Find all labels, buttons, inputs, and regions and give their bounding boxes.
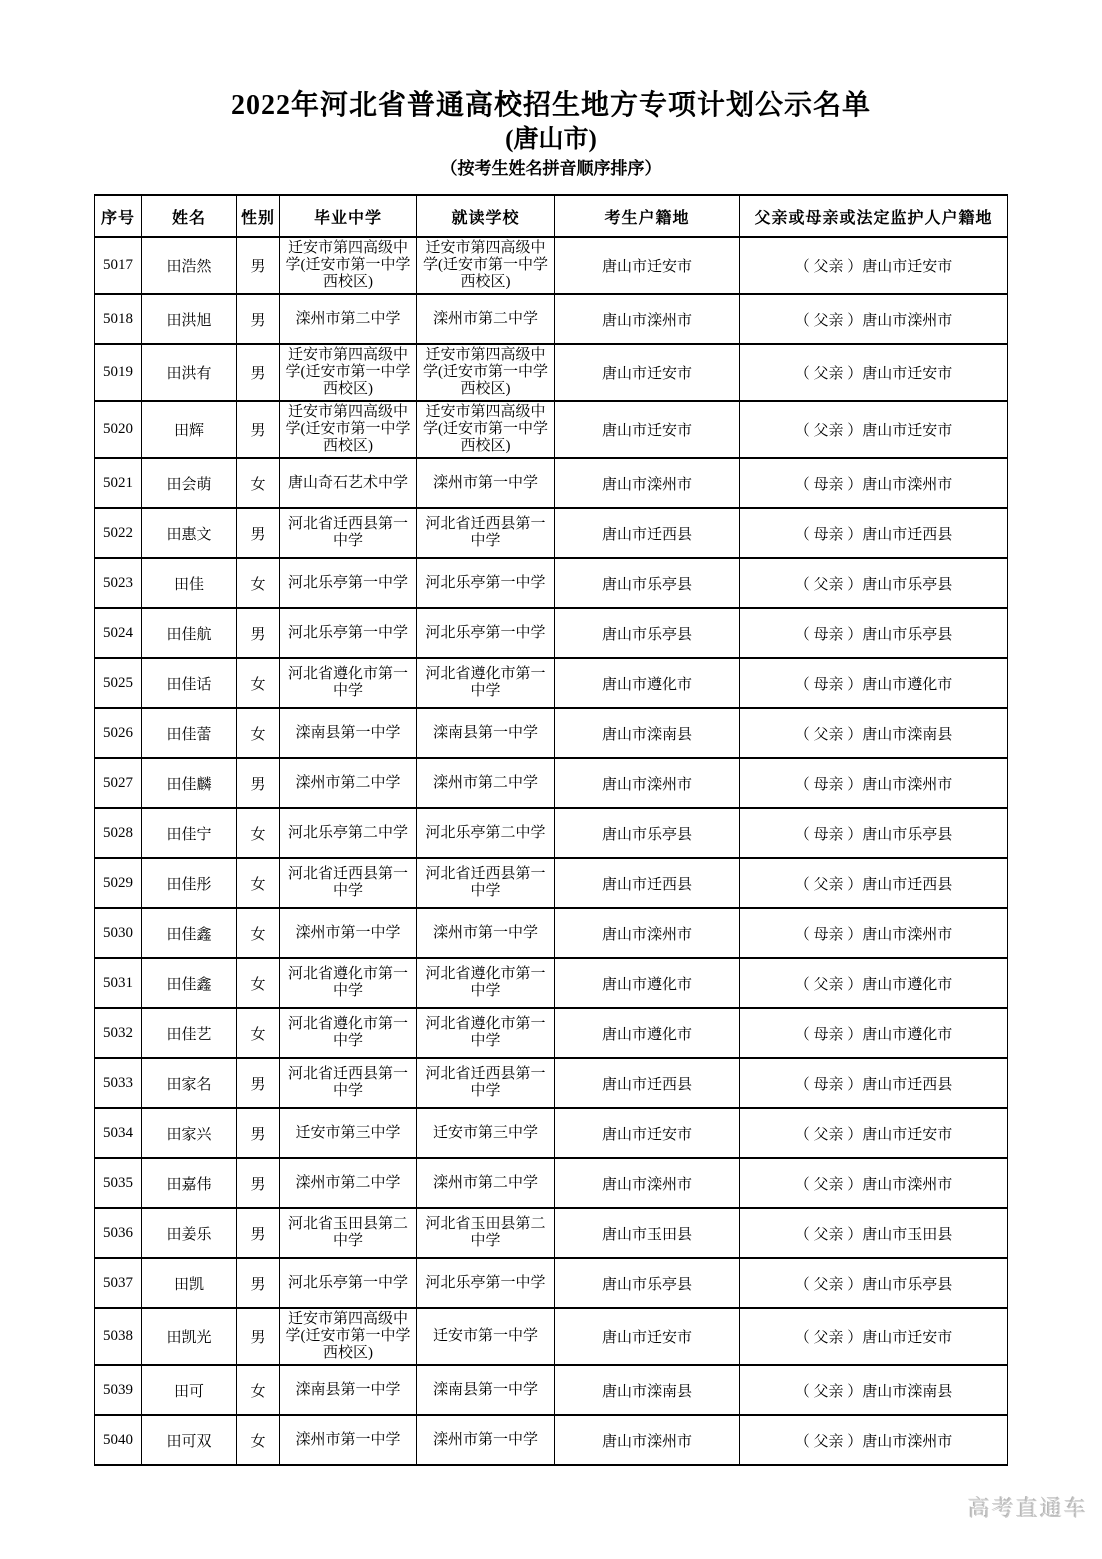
cell-residence: 唐山市迁安市 xyxy=(555,237,740,294)
cell-graduated-school: 迁安市第四高级中学(迁安市第一中学西校区) xyxy=(280,344,417,401)
cell-guardian-residence: （ 母亲 ）唐山市乐亭县 xyxy=(740,808,1008,858)
table-row xyxy=(95,1365,1008,1415)
cell-guardian-residence: （ 父亲 ）唐山市遵化市 xyxy=(740,958,1008,1008)
cell-gender: 男 xyxy=(237,237,280,294)
cell-residence: 唐山市滦州市 xyxy=(555,758,740,808)
cell-name: 田辉 xyxy=(142,401,237,458)
cell-attending-school: 滦州市第二中学 xyxy=(417,294,555,344)
cell-seq: 5030 xyxy=(95,908,142,958)
cell-guardian-residence: （ 母亲 ）唐山市乐亭县 xyxy=(740,608,1008,658)
table-row xyxy=(95,294,1008,344)
cell-name: 田佳宁 xyxy=(142,808,237,858)
cell-graduated-school: 滦州市第二中学 xyxy=(280,758,417,808)
cell-attending-school: 河北省玉田县第二中学 xyxy=(417,1208,555,1258)
cell-residence: 唐山市遵化市 xyxy=(555,958,740,1008)
cell-graduated-school: 河北省迁西县第一中学 xyxy=(280,508,417,558)
cell-name: 田惠文 xyxy=(142,508,237,558)
cell-name: 田嘉伟 xyxy=(142,1158,237,1208)
cell-graduated-school: 迁安市第三中学 xyxy=(280,1108,417,1158)
table-row xyxy=(95,1158,1008,1208)
cell-seq: 5018 xyxy=(95,294,142,344)
cell-attending-school: 河北乐亭第二中学 xyxy=(417,808,555,858)
cell-graduated-school: 河北乐亭第二中学 xyxy=(280,808,417,858)
cell-gender: 女 xyxy=(237,558,280,608)
cell-guardian-residence: （ 父亲 ）唐山市迁安市 xyxy=(740,237,1008,294)
table-row xyxy=(95,808,1008,858)
column-header-graduated-school: 毕业中学 xyxy=(280,195,417,237)
page-title: 2022年河北省普通高校招生地方专项计划公示名单 xyxy=(230,90,871,121)
cell-graduated-school: 河北省遵化市第一中学 xyxy=(280,958,417,1008)
cell-seq: 5034 xyxy=(95,1108,142,1158)
cell-residence: 唐山市滦州市 xyxy=(555,458,740,508)
cell-name: 田佳话 xyxy=(142,658,237,708)
cell-residence: 唐山市滦南县 xyxy=(555,708,740,758)
cell-gender: 男 xyxy=(237,344,280,401)
cell-seq: 5026 xyxy=(95,708,142,758)
cell-residence: 唐山市滦州市 xyxy=(555,1415,740,1465)
table-row xyxy=(95,608,1008,658)
cell-guardian-residence: （ 父亲 ）唐山市滦南县 xyxy=(740,708,1008,758)
cell-guardian-residence: （ 父亲 ）唐山市玉田县 xyxy=(740,1208,1008,1258)
cell-residence: 唐山市滦州市 xyxy=(555,294,740,344)
cell-attending-school: 滦州市第一中学 xyxy=(417,908,555,958)
cell-guardian-residence: （ 父亲 ）唐山市乐亭县 xyxy=(740,1258,1008,1308)
table-row xyxy=(95,558,1008,608)
cell-attending-school: 迁安市第四高级中学(迁安市第一中学西校区) xyxy=(417,237,555,294)
cell-seq: 5019 xyxy=(95,344,142,401)
cell-graduated-school: 迁安市第四高级中学(迁安市第一中学西校区) xyxy=(280,1308,417,1365)
cell-name: 田姜乐 xyxy=(142,1208,237,1258)
cell-attending-school: 河北省迁西县第一中学 xyxy=(417,1058,555,1108)
cell-graduated-school: 滦州市第二中学 xyxy=(280,294,417,344)
cell-guardian-residence: （ 父亲 ）唐山市滦南县 xyxy=(740,1365,1008,1415)
cell-seq: 5040 xyxy=(95,1415,142,1465)
table-row xyxy=(95,1108,1008,1158)
cell-graduated-school: 河北省遵化市第一中学 xyxy=(280,658,417,708)
cell-guardian-residence: （ 母亲 ）唐山市滦州市 xyxy=(740,458,1008,508)
cell-graduated-school: 滦南县第一中学 xyxy=(280,708,417,758)
cell-attending-school: 滦南县第一中学 xyxy=(417,1365,555,1415)
cell-guardian-residence: （ 母亲 ）唐山市迁西县 xyxy=(740,1058,1008,1108)
table-row xyxy=(95,1008,1008,1058)
cell-gender: 男 xyxy=(237,1058,280,1108)
cell-residence: 唐山市乐亭县 xyxy=(555,1258,740,1308)
cell-graduated-school: 河北省遵化市第一中学 xyxy=(280,1008,417,1058)
table-row xyxy=(95,858,1008,908)
cell-guardian-residence: （ 父亲 ）唐山市迁安市 xyxy=(740,1308,1008,1365)
cell-attending-school: 迁安市第四高级中学(迁安市第一中学西校区) xyxy=(417,401,555,458)
header-row xyxy=(95,195,1008,237)
column-header-guardian-residence: 父亲或母亲或法定监护人户籍地 xyxy=(740,195,1008,237)
cell-guardian-residence: （ 父亲 ）唐山市迁安市 xyxy=(740,1108,1008,1158)
cell-name: 田佳航 xyxy=(142,608,237,658)
cell-name: 田可双 xyxy=(142,1415,237,1465)
cell-guardian-residence: （ 母亲 ）唐山市遵化市 xyxy=(740,658,1008,708)
page-subtitle-sort-note: （按考生姓名拼音顺序排序） xyxy=(440,159,662,178)
cell-gender: 男 xyxy=(237,758,280,808)
cell-seq: 5017 xyxy=(95,237,142,294)
cell-residence: 唐山市迁西县 xyxy=(555,1058,740,1108)
cell-attending-school: 滦州市第二中学 xyxy=(417,758,555,808)
cell-graduated-school: 河北省迁西县第一中学 xyxy=(280,858,417,908)
cell-gender: 女 xyxy=(237,858,280,908)
cell-residence: 唐山市滦州市 xyxy=(555,908,740,958)
table-row xyxy=(95,658,1008,708)
cell-name: 田佳 xyxy=(142,558,237,608)
cell-gender: 女 xyxy=(237,808,280,858)
cell-residence: 唐山市遵化市 xyxy=(555,658,740,708)
cell-seq: 5021 xyxy=(95,458,142,508)
cell-attending-school: 滦州市第二中学 xyxy=(417,1158,555,1208)
cell-seq: 5038 xyxy=(95,1308,142,1365)
cell-residence: 唐山市滦州市 xyxy=(555,1158,740,1208)
cell-name: 田凯光 xyxy=(142,1308,237,1365)
cell-name: 田佳彤 xyxy=(142,858,237,908)
cell-gender: 女 xyxy=(237,1365,280,1415)
column-header-attending-school: 就读学校 xyxy=(417,195,555,237)
cell-name: 田家名 xyxy=(142,1058,237,1108)
cell-guardian-residence: （ 父亲 ）唐山市迁安市 xyxy=(740,401,1008,458)
cell-gender: 男 xyxy=(237,508,280,558)
cell-graduated-school: 滦州市第一中学 xyxy=(280,908,417,958)
cell-gender: 男 xyxy=(237,608,280,658)
cell-attending-school: 迁安市第四高级中学(迁安市第一中学西校区) xyxy=(417,344,555,401)
column-header-name: 姓名 xyxy=(142,195,237,237)
table-row xyxy=(95,1415,1008,1465)
cell-attending-school: 河北省迁西县第一中学 xyxy=(417,858,555,908)
cell-attending-school: 滦南县第一中学 xyxy=(417,708,555,758)
table-row xyxy=(95,237,1008,294)
cell-gender: 男 xyxy=(237,1108,280,1158)
cell-attending-school: 河北省遵化市第一中学 xyxy=(417,658,555,708)
cell-graduated-school: 唐山奇石艺术中学 xyxy=(280,458,417,508)
cell-gender: 女 xyxy=(237,708,280,758)
cell-residence: 唐山市迁安市 xyxy=(555,1308,740,1365)
cell-gender: 男 xyxy=(237,1158,280,1208)
cell-graduated-school: 河北乐亭第一中学 xyxy=(280,608,417,658)
table-row xyxy=(95,908,1008,958)
cell-name: 田佳麟 xyxy=(142,758,237,808)
table-row xyxy=(95,458,1008,508)
cell-attending-school: 河北乐亭第一中学 xyxy=(417,608,555,658)
cell-guardian-residence: （ 母亲 ）唐山市遵化市 xyxy=(740,1008,1008,1058)
cell-attending-school: 迁安市第一中学 xyxy=(417,1308,555,1365)
cell-gender: 女 xyxy=(237,958,280,1008)
roster-table-body xyxy=(95,237,1008,1465)
table-row xyxy=(95,1208,1008,1258)
cell-gender: 男 xyxy=(237,1258,280,1308)
cell-graduated-school: 滦南县第一中学 xyxy=(280,1365,417,1415)
cell-gender: 男 xyxy=(237,401,280,458)
cell-residence: 唐山市乐亭县 xyxy=(555,608,740,658)
cell-guardian-residence: （ 父亲 ）唐山市滦州市 xyxy=(740,1415,1008,1465)
cell-attending-school: 滦州市第一中学 xyxy=(417,458,555,508)
cell-guardian-residence: （ 父亲 ）唐山市乐亭县 xyxy=(740,558,1008,608)
cell-residence: 唐山市迁安市 xyxy=(555,344,740,401)
cell-attending-school: 河北省迁西县第一中学 xyxy=(417,508,555,558)
cell-graduated-school: 河北乐亭第一中学 xyxy=(280,558,417,608)
table-row xyxy=(95,401,1008,458)
column-header-residence: 考生户籍地 xyxy=(555,195,740,237)
cell-graduated-school: 滦州市第一中学 xyxy=(280,1415,417,1465)
cell-name: 田家兴 xyxy=(142,1108,237,1158)
cell-guardian-residence: （ 父亲 ）唐山市滦州市 xyxy=(740,1158,1008,1208)
cell-attending-school: 迁安市第三中学 xyxy=(417,1108,555,1158)
cell-seq: 5032 xyxy=(95,1008,142,1058)
cell-gender: 男 xyxy=(237,294,280,344)
cell-seq: 5023 xyxy=(95,558,142,608)
cell-seq: 5031 xyxy=(95,958,142,1008)
cell-seq: 5024 xyxy=(95,608,142,658)
cell-residence: 唐山市滦南县 xyxy=(555,1365,740,1415)
cell-graduated-school: 河北乐亭第一中学 xyxy=(280,1258,417,1308)
cell-name: 田浩然 xyxy=(142,237,237,294)
roster-table xyxy=(94,194,1008,1466)
cell-name: 田佳鑫 xyxy=(142,958,237,1008)
document-title-block xyxy=(0,88,1102,182)
cell-gender: 女 xyxy=(237,658,280,708)
cell-residence: 唐山市迁安市 xyxy=(555,1108,740,1158)
cell-guardian-residence: （ 母亲 ）唐山市迁西县 xyxy=(740,508,1008,558)
cell-gender: 女 xyxy=(237,458,280,508)
cell-residence: 唐山市乐亭县 xyxy=(555,558,740,608)
watermark-text: 高考直通车 xyxy=(967,1496,1088,1521)
cell-name: 田会萌 xyxy=(142,458,237,508)
cell-residence: 唐山市迁安市 xyxy=(555,401,740,458)
roster-table-header xyxy=(95,195,1008,237)
cell-seq: 5020 xyxy=(95,401,142,458)
cell-residence: 唐山市迁西县 xyxy=(555,858,740,908)
cell-seq: 5025 xyxy=(95,658,142,708)
cell-graduated-school: 迁安市第四高级中学(迁安市第一中学西校区) xyxy=(280,237,417,294)
cell-name: 田洪有 xyxy=(142,344,237,401)
table-row xyxy=(95,1308,1008,1365)
cell-guardian-residence: （ 父亲 ）唐山市迁安市 xyxy=(740,344,1008,401)
cell-gender: 女 xyxy=(237,1415,280,1465)
table-row xyxy=(95,1258,1008,1308)
table-row xyxy=(95,344,1008,401)
page-subtitle-city: (唐山市) xyxy=(505,126,597,153)
table-row xyxy=(95,1058,1008,1108)
cell-gender: 女 xyxy=(237,908,280,958)
cell-seq: 5033 xyxy=(95,1058,142,1108)
cell-name: 田佳蕾 xyxy=(142,708,237,758)
cell-graduated-school: 河北省迁西县第一中学 xyxy=(280,1058,417,1108)
cell-guardian-residence: （ 父亲 ）唐山市滦州市 xyxy=(740,294,1008,344)
cell-attending-school: 河北乐亭第一中学 xyxy=(417,1258,555,1308)
cell-name: 田佳艺 xyxy=(142,1008,237,1058)
cell-seq: 5022 xyxy=(95,508,142,558)
cell-residence: 唐山市迁西县 xyxy=(555,508,740,558)
table-row xyxy=(95,758,1008,808)
cell-gender: 男 xyxy=(237,1208,280,1258)
cell-graduated-school: 滦州市第二中学 xyxy=(280,1158,417,1208)
cell-seq: 5027 xyxy=(95,758,142,808)
cell-attending-school: 河北省遵化市第一中学 xyxy=(417,1008,555,1058)
cell-name: 田洪旭 xyxy=(142,294,237,344)
cell-guardian-residence: （ 父亲 ）唐山市迁西县 xyxy=(740,858,1008,908)
cell-graduated-school: 河北省玉田县第二中学 xyxy=(280,1208,417,1258)
cell-name: 田可 xyxy=(142,1365,237,1415)
cell-seq: 5028 xyxy=(95,808,142,858)
table-row xyxy=(95,708,1008,758)
cell-gender: 女 xyxy=(237,1008,280,1058)
cell-attending-school: 河北省遵化市第一中学 xyxy=(417,958,555,1008)
cell-attending-school: 河北乐亭第一中学 xyxy=(417,558,555,608)
cell-seq: 5039 xyxy=(95,1365,142,1415)
cell-seq: 5036 xyxy=(95,1208,142,1258)
table-row xyxy=(95,958,1008,1008)
cell-residence: 唐山市遵化市 xyxy=(555,1008,740,1058)
cell-guardian-residence: （ 母亲 ）唐山市滦州市 xyxy=(740,908,1008,958)
cell-seq: 5037 xyxy=(95,1258,142,1308)
cell-graduated-school: 迁安市第四高级中学(迁安市第一中学西校区) xyxy=(280,401,417,458)
column-header-gender: 性别 xyxy=(237,195,280,237)
cell-attending-school: 滦州市第一中学 xyxy=(417,1415,555,1465)
cell-gender: 男 xyxy=(237,1308,280,1365)
cell-name: 田凯 xyxy=(142,1258,237,1308)
cell-name: 田佳鑫 xyxy=(142,908,237,958)
column-header-seq: 序号 xyxy=(95,195,142,237)
cell-seq: 5035 xyxy=(95,1158,142,1208)
cell-seq: 5029 xyxy=(95,858,142,908)
cell-guardian-residence: （ 母亲 ）唐山市滦州市 xyxy=(740,758,1008,808)
cell-residence: 唐山市玉田县 xyxy=(555,1208,740,1258)
cell-residence: 唐山市乐亭县 xyxy=(555,808,740,858)
table-row xyxy=(95,508,1008,558)
